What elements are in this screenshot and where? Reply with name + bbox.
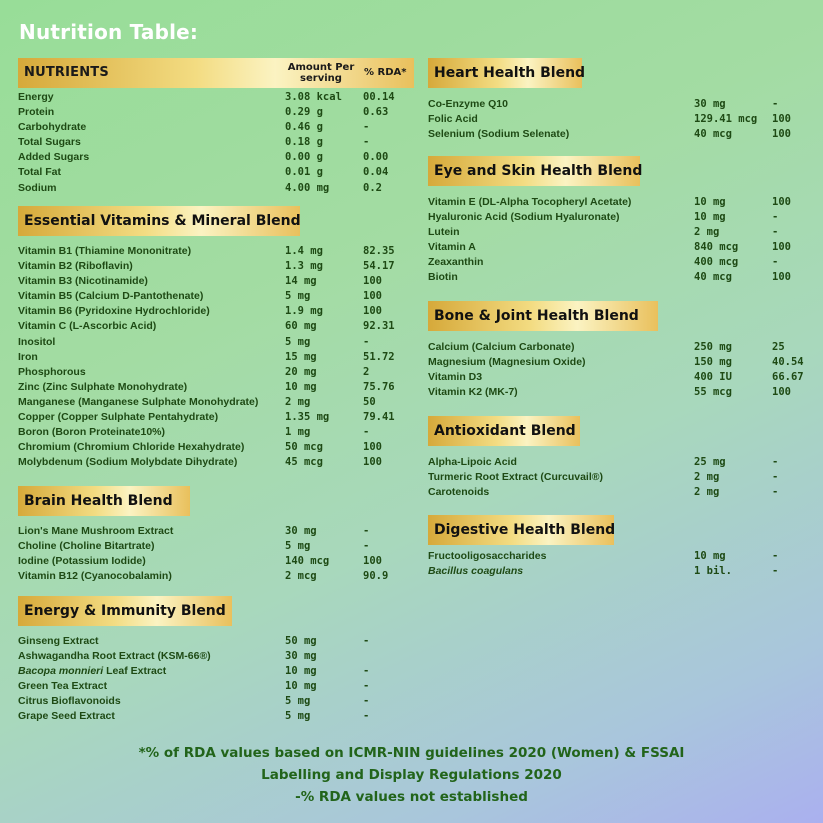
footnote-line-2: Labelling and Display Regulations 2020 — [261, 767, 562, 783]
footnote-line-3: -% RDA values not established — [295, 789, 528, 805]
amount-header: Amount Per serving — [287, 62, 355, 84]
footnote-line-1: *% of RDA values based on ICMR-NIN guidelines 2020 (Women) & FSSAI — [138, 745, 685, 761]
antioxidant-section-heading: Antioxidant Blend — [428, 416, 580, 446]
heart-section-heading: Heart Health Blend — [428, 58, 582, 88]
digestive-section-heading: Digestive Health Blend — [428, 515, 614, 545]
nutrients-header-bar — [18, 58, 414, 88]
rda-header: % RDA* — [364, 67, 407, 78]
brain-section-heading: Brain Health Blend — [18, 486, 190, 516]
eye-section-heading: Eye and Skin Health Blend — [428, 156, 640, 186]
vitamins-section-heading: Essential Vitamins & Mineral Blend — [18, 206, 300, 236]
nutrients-header: NUTRIENTS — [24, 65, 109, 80]
footnote — [0, 742, 823, 808]
energy-section-heading: Energy & Immunity Blend — [18, 596, 232, 626]
page-title: Nutrition Table: — [19, 20, 199, 44]
bone-section-heading: Bone & Joint Health Blend — [428, 301, 658, 331]
